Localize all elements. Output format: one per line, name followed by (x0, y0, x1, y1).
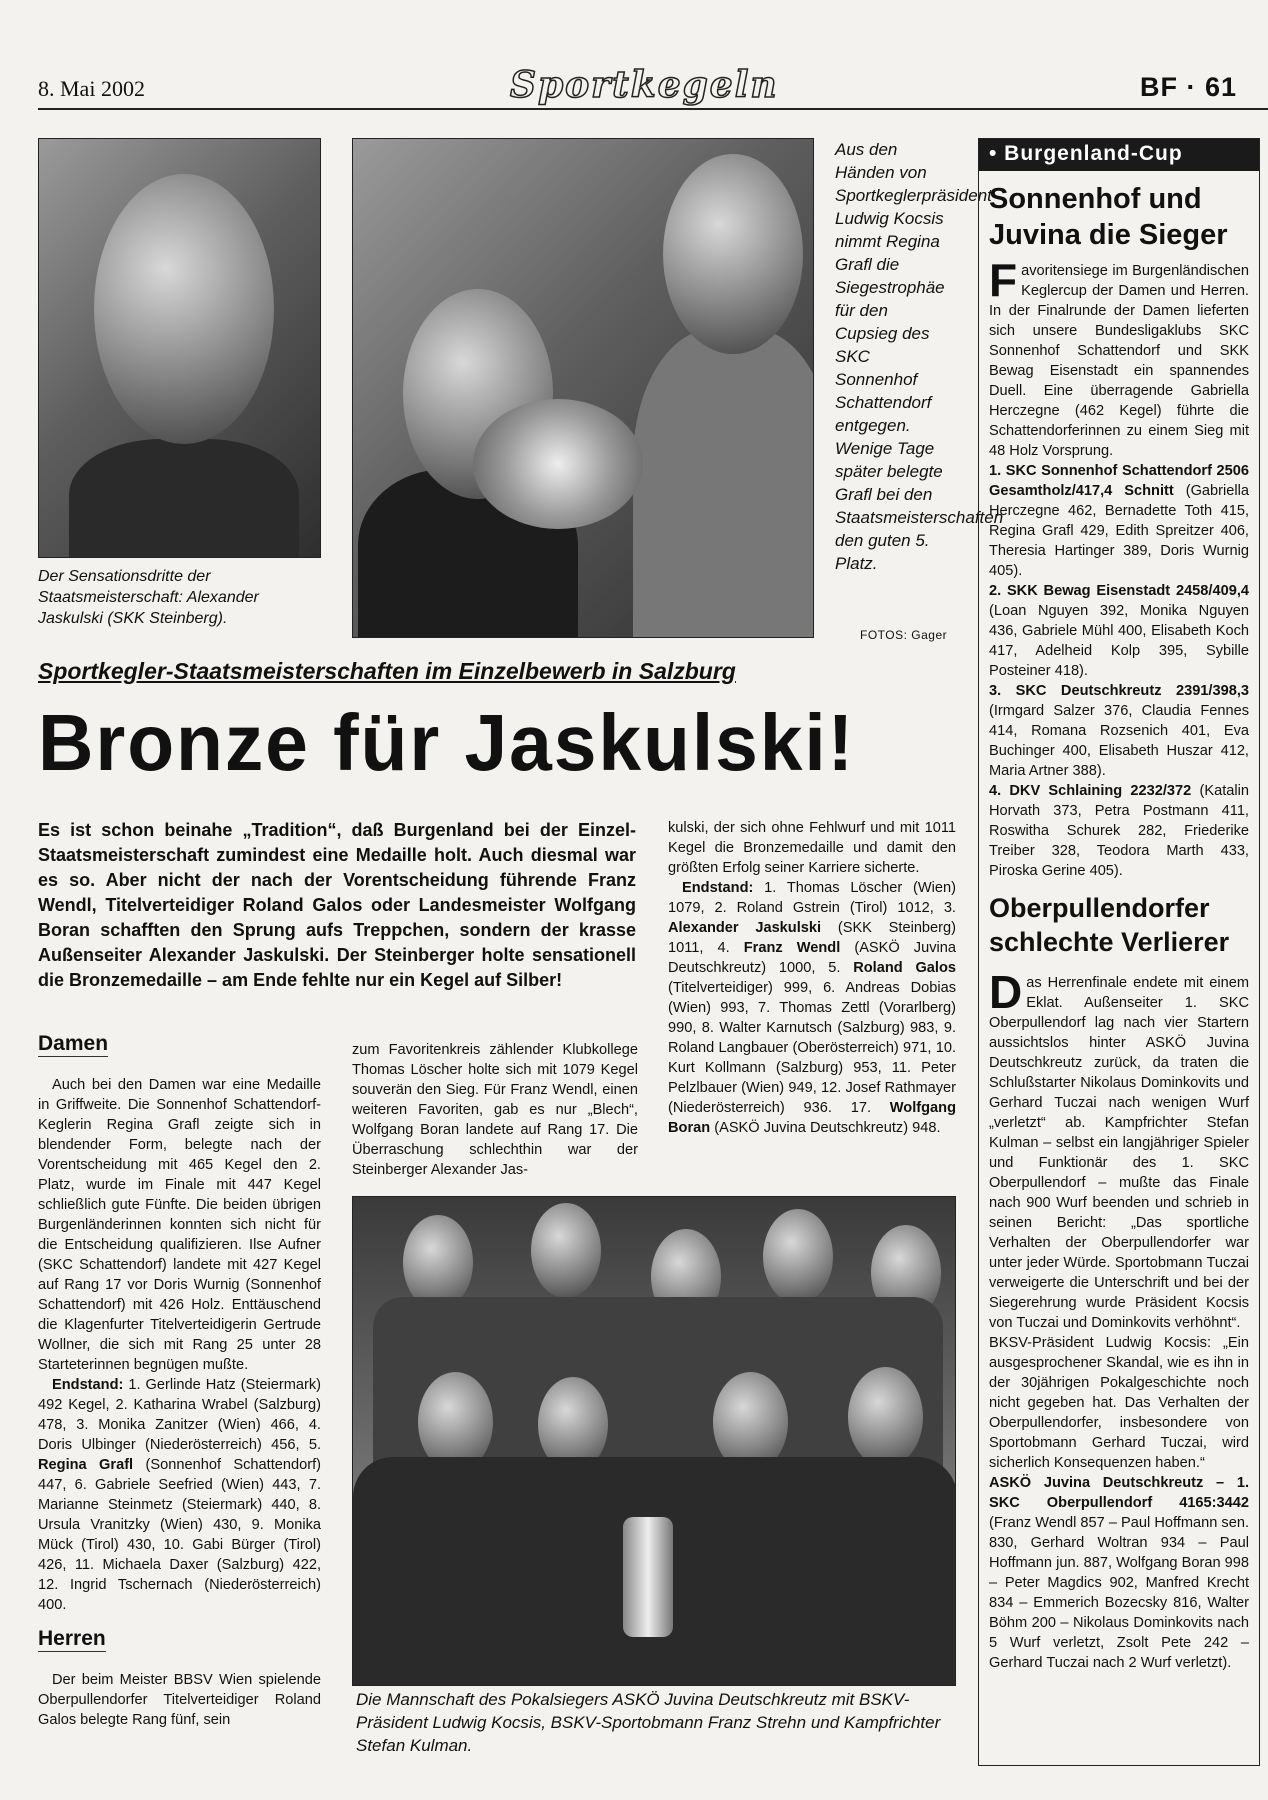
article-kicker: Sportkegler-Staatsmeisterschaften im Einzelbewerb in Salzburg (38, 658, 736, 684)
sidebar-headline-2: Oberpullendorfer schlechte Verlierer (989, 893, 1230, 957)
section-title: Sportkegeln (510, 64, 779, 106)
endstand-damen: Endstand: 1. Gerlinde Hatz (Steiermark) 492 Kegel, 2. Katharina Wrabel (Salzburg) 478, 3. Monika Zanitzer (Wien) 466, 4. Doris Ulbinger (Niederösterreich) 456, 5. Regina Grafl (Sonnenhof Schattendorf) 447, 6. Gabriele Seefried (Wien) 443, 7. Marianne Steinmetz (Steiermark) 440, 8. Ursula Vranitzky (Wien) 430, 9. Monika Mück (Tirol) 430, 10. Gabi Bürger (Tirol) 426, 11. Michaela Daxer (Salzburg) 422, 12. Ingrid Tschernach (Niederösterreich) 400. (38, 1377, 321, 1613)
trophy-photo-grafl (352, 138, 814, 638)
sidebar-headline-1: Sonnenhof und Juvina die Sieger (989, 183, 1228, 251)
sidebar-text-2: Das Herrenfinale endete mit einem Eklat. Außenseiter 1. SKC Oberpullendorf lag nach vier Startern aussichtslos hinter ASKÖ Juvina Deutschkreutz zurück, da traten die Schlußstarter Nikolaus Dominkovits und Gerhard Tuczai nach wenigen Wurf „verletzt“ ab. Kampfrichter Stefan Kulman – selbst ein langjähriger Spieler und Funktionär des 1. SKC Oberpullendorf – mußte das Finale nach 900 Wurf beenden und schrieb in seinen Bericht: „Das sportliche Verhalten der Oberpullendorfer war unter jeder Würde. Sportobmann Tuczai verweigerte die Unterschrift und bei der Siegerehrung wurde Präsident Kocsis von Tuczai und Dominkovits verhöhnt“. BKSV-Präsident Ludwig Kocsis: „Ein ausgesprochener Skandal, wie es ihn in der 30jährigen Pokalgeschichte noch nicht gegeben hat. Das Verhalten der Oberpullendorfer, insbesondere von Sportobmann Gerhard Tuczai, wird sicherlich Konsequenzen haben.“ ASKÖ Juvina Deutschkreutz – 1. SKC Oberpullendorf 4165:3442 (Franz Wendl 857 – Paul Hoffmann sen. 830, Gerhard Woltran 934 – Paul Hoffmann jun. 887, Wolfgang Boran 998 – Peter Magdics 902, Manfred Krecht 834 – Emmerich Bozecsky 816, Walter Böhm 200 – Nikolaus Dominkovits nach 5 Wurf verletzt, Zsolt Pete 242 – Gerhard Tuczai nach 2 Wurf verletzt). (989, 966, 1249, 1671)
herren-text: Der beim Meister BBSV Wien spielende Oberpullendorfer Titelverteidiger Roland Galos belegte Rang fünf, sein (38, 1672, 321, 1728)
photo-credit: FOTOS: Gager (860, 628, 948, 642)
sidebar-tag: • Burgenland-Cup (979, 139, 1259, 171)
page-number: BF · 61 (1140, 72, 1238, 102)
photo1-caption: Der Sensationsdritte der Staatsmeisterschaft: Alexander Jaskulski (SKK Steinberg). (38, 568, 259, 627)
article-col-left (38, 1034, 321, 1730)
portrait-photo-jaskulski (38, 138, 321, 558)
article-lead: Es ist schon beinahe „Tradition“, daß Burgenland bei der Einzel-Staatsmeisterschaft zumindest eine Medaille holt. Auch diesmal war es so. Aber nicht der nach der Vorentscheidung führende Franz Wendl, Titelverteidiger Roland Galos oder Landesmeister Wolfgang Boran schafften den Sprung aufs Treppchen, sondern der krasse Außenseiter Alexander Jaskulski. Der Steinberger holte sensationell die Bronzemedaille – am Ende fehlte nur ein Kegel auf Silber! (38, 820, 636, 990)
article-col-right (668, 818, 956, 1138)
article-col-mid: zum Favoritenkreis zählender Klubkollege Thomas Löscher holte sich mit 1079 Kegel souverän den Sieg. Für Franz Wendl, einen weiteren Favoriten, gab es nur „Blech“, Wolfgang Boran landete auf Rang 17. Die Überraschung schlechthin war der Steinberger Alexander Jas- (352, 1042, 638, 1178)
endstand-herren: Endstand: 1. Thomas Löscher (Wien) 1079, 2. Roland Gstrein (Tirol) 1012, 3. Alexander Jaskulski (SKK Steinberg) 1011, 4. Franz Wendl (ASKÖ Juvina Deutschkreutz) 1000, 5. Roland Galos (Titelverteidiger) 999, 6. Andreas Dobias (Wien) 993, 7. Thomas Zettl (Vorarlberg) 990, 8. Walter Karnutsch (Salzburg) 983, 9. Roland Langbauer (Oberösterreich) 971, 10. Kurt Kollmann (Salzburg) 953, 11. Peter Pelzlbauer (Wien) 949, 12. Josef Rathmayer (Niederösterreich) 936. 17. Wolfgang Boran (ASKÖ Juvina Deutschkreutz) 948. (668, 880, 957, 1136)
photo2-caption: Aus den Händen von Sportkeglerpräsident Ludwig Kocsis nimmt Regina Grafl die Siegestrophäe für den Cupsieg des SKC Sonnenhof Schattendorf entgegen. Wenige Tage später belegte Grafl bei den Staatsmeisterschaften den guten 5. Platz. (835, 140, 1004, 573)
damen-heading: Damen (38, 1032, 109, 1055)
team-photo (352, 1196, 956, 1686)
team-photo-caption: Die Mannschaft des Pokalsiegers ASKÖ Juvina Deutschkreutz mit BSKV-Präsident Ludwig Kocsis, BSKV-Sportobmann Franz Strehn und Kampfrichter Stefan Kulman. (356, 1690, 941, 1755)
herren-heading: Herren (38, 1627, 106, 1650)
issue-date: 8. Mai 2002 (38, 76, 145, 101)
sidebar-box (978, 138, 1260, 1766)
article-headline: Bronze für Jaskulski! (38, 698, 856, 787)
header-rule (38, 108, 1268, 110)
sidebar-text-1: Favoritensiege im Burgenländischen Keglercup der Damen und Herren. In der Finalrunde der Damen lieferten sich unsere Bundesligaklubs SKC Sonnenhof Schattendorf und SKK Bewag Eisenstadt ein spannendes Duell. Eine überragende Gabriella Herczegne (462 Kegel) führte die Schattendorferinnen zu einem Sieg mit 48 Holz Vorsprung. 1. SKC Sonnenhof Schattendorf 2506 Gesamtholz/417,4 Schnitt (Gabriella Herczegne 462, Bernadette Toth 415, Regina Grafl 429, Edith Spreitzer 406, Theresia Hartinger 389, Doris Wurnig 405). 2. SKK Bewag Eisenstadt 2458/409,4 (Loan Nguyen 392, Monika Nguyen 436, Gabriele Mühl 400, Elisabeth Koch 417, Adelheid Kolp 395, Sybille Posteiner 418). 3. SKC Deutschkreutz 2391/398,3 (Irmgard Salzer 376, Claudia Fennes 414, Romana Rozsenich 401, Eva Buchinger 400, Elisabeth Huszar 412, Maria Artner 388). 4. DKV Schlaining 2232/372 (Katalin Horvath 373, Petra Postmann 411, Roswitha Schurek 282, Friederike Treiber 328, Teodora Marth 433, Piroska Gerine 405). (989, 254, 1249, 879)
col-right-intro: kulski, der sich ohne Fehlwurf und mit 1011 Kegel die Bronzemedaille und damit den größten Erfolg seiner Karriere sicherte. (668, 820, 956, 876)
damen-text: Auch bei den Damen war eine Medaille in Griffweite. Die Sonnenhof Schattendorf-Keglerin Regina Grafl zeigte sich in blendender Form, belegte nach der Vorentscheidung mit 465 Kegel den 2. Platz, wurde im Finale mit 447 Kegel schließlich gute Fünfte. Die beiden übrigen Burgenländerinnen konnten sich nicht für die Entscheidung qualifizieren. Ilse Aufner (SKC Schattendorf) landete mit 427 Kegel auf Rang 17 vor Doris Wurnig (Sonnenhof Schattendorf) mit 426 Holz. Enttäuschend die Klagenfurter Titelverteidigerin Gertrude Wollner, die sich mit Rang 25 unter 28 Starteterinnen begnügen mußte. (38, 1077, 321, 1373)
